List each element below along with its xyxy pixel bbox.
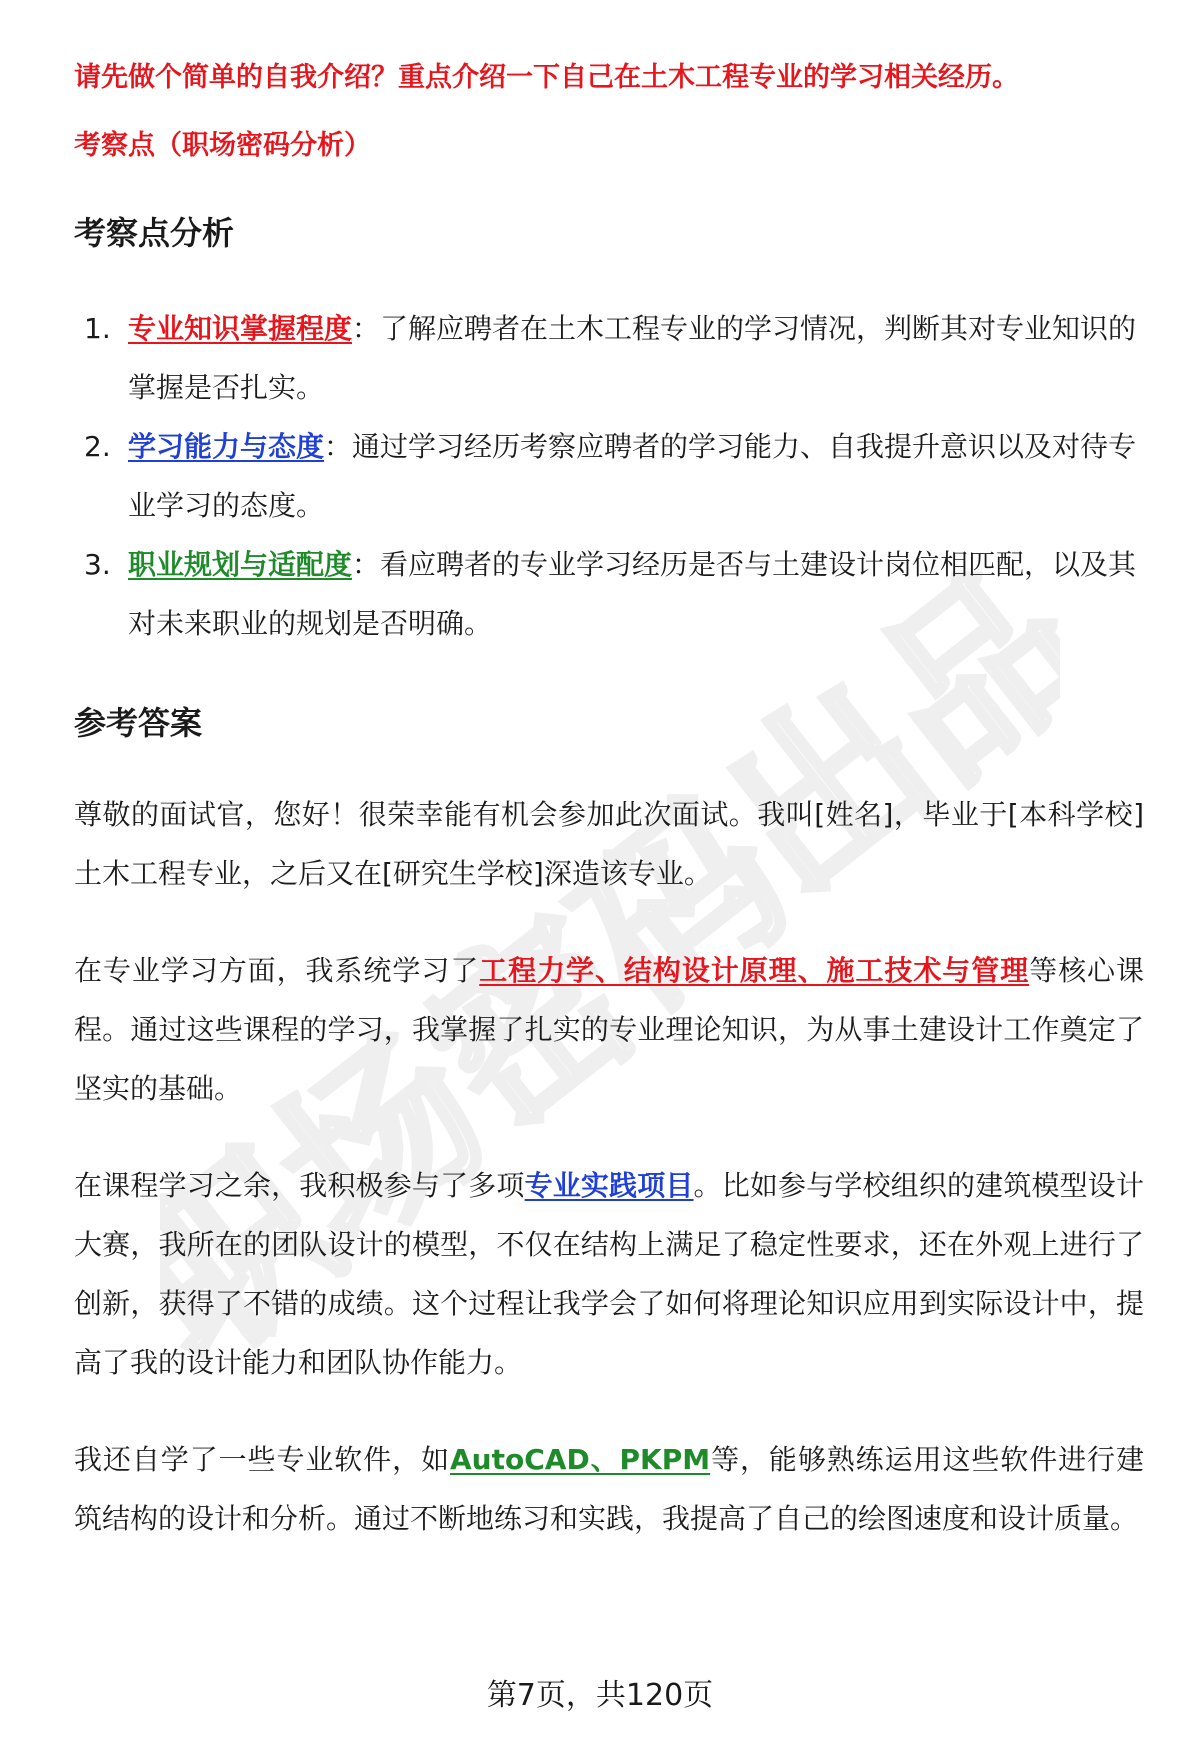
analysis-item-1 bbox=[74, 299, 1144, 417]
list-number: 1. bbox=[84, 312, 111, 345]
paragraph-text: 我还自学了一些专业软件，如 bbox=[74, 1443, 450, 1476]
paragraph-text: 等，能够熟练运用这些软件进行建筑结构的设计和分析。通过不断地练习和实践，我提高了自己的绘图速度和设计质量。 bbox=[74, 1443, 1144, 1535]
analysis-item-text: ：了解应聘者在土木工程专业的学习情况，判断其对专业知识的掌握是否扎实。 bbox=[128, 312, 1137, 404]
paragraph-text: 在专业学习方面，我系统学习了 bbox=[74, 954, 480, 987]
paragraph-text: 等核心课程。通过这些课程的学习，我掌握了扎实的专业理论知识，为从事土建设计工作奠定了坚实的基础。 bbox=[74, 954, 1144, 1105]
page-number: 第7页，共120页 bbox=[486, 1678, 714, 1713]
keyword-courses: 工程力学、结构设计原理、施工技术与管理 bbox=[479, 954, 1030, 987]
keyword-learning: 学习能力与态度 bbox=[128, 430, 325, 463]
assessment-heading: 考察点（职场密码分析） bbox=[74, 130, 371, 161]
analysis-item-text: ：看应聘者的专业学习经历是否与土建设计岗位相匹配，以及其对未来职业的规划是否明确。 bbox=[128, 548, 1137, 640]
analysis-item-text: ：通过学习经历考察应聘者的学习能力、自我提升意识以及对待专业学习的态度。 bbox=[128, 430, 1137, 522]
keyword-career: 职业规划与适配度 bbox=[128, 548, 353, 581]
keyword-software: AutoCAD、PKPM bbox=[450, 1443, 711, 1476]
watermark-text: 职场密码出品 bbox=[160, 560, 1060, 1380]
answer-paragraph-2 bbox=[74, 941, 1144, 1118]
interview-question: 请先做个简单的自我介绍？重点介绍一下自己在土木工程专业的学习相关经历。 bbox=[74, 62, 1019, 93]
paragraph-text: 在课程学习之余，我积极参与了多项 bbox=[74, 1169, 525, 1202]
answer-paragraph-4 bbox=[74, 1430, 1144, 1548]
list-number: 3. bbox=[84, 548, 111, 581]
document-page bbox=[74, 58, 1144, 1548]
answer-paragraph-3 bbox=[74, 1156, 1144, 1392]
paragraph-text: 。比如参与学校组织的建筑模型设计大赛，我所在的团队设计的模型，不仅在结构上满足了稳定性要求，还在外观上进行了创新，获得了不错的成绩。这个过程让我学会了如何将理论知识应用到实际设计中，提高了我的设计能力和团队协作能力。 bbox=[74, 1169, 1144, 1379]
answer-paragraph-1: 尊敬的面试官，您好！很荣幸能有机会参加此次面试。我叫[姓名]，毕业于[本科学校]土木工程专业，之后又在[研究生学校]深造该专业。 bbox=[74, 798, 1144, 890]
analysis-title: 考察点分析 bbox=[74, 214, 235, 252]
keyword-knowledge: 专业知识掌握程度 bbox=[128, 312, 353, 345]
answer-title: 参考答案 bbox=[74, 704, 203, 742]
analysis-item-3 bbox=[74, 535, 1144, 653]
analysis-list bbox=[74, 299, 1144, 653]
analysis-item-2 bbox=[74, 417, 1144, 535]
list-number: 2. bbox=[84, 430, 111, 463]
keyword-projects: 专业实践项目 bbox=[524, 1169, 694, 1202]
